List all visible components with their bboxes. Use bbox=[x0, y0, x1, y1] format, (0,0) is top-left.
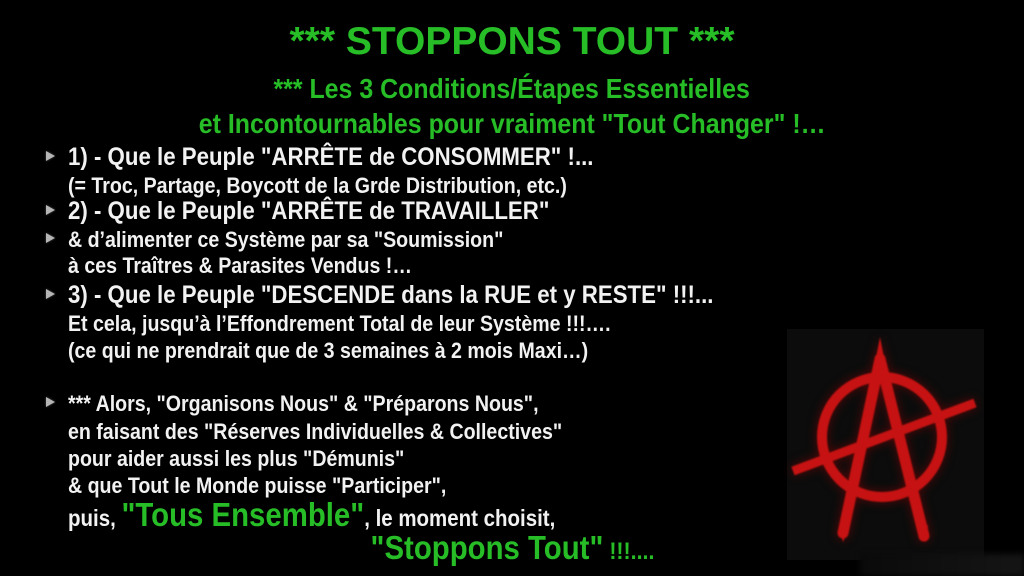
list-item bbox=[46, 197, 609, 226]
list-item bbox=[46, 281, 793, 310]
list-item-text: (ce qui ne prendrait que de 3 semaines à 2 mois Maxi…) bbox=[68, 338, 589, 363]
list-item-text: Et cela, jusqu’à l’Effondrement Total de leur Système !!!…. bbox=[68, 311, 611, 336]
list-item-text: pour aider aussi les plus "Démunis" bbox=[68, 446, 405, 471]
list-item-text: & que Tout le Monde puisse "Participer", bbox=[68, 473, 447, 498]
list-item bbox=[46, 446, 446, 472]
list-item bbox=[46, 419, 623, 445]
closing-prefix: puis, bbox=[68, 505, 122, 531]
list-item-text: en faisant des "Réserves Individuelles & Collectives" bbox=[68, 419, 563, 444]
page-title: *** STOPPONS TOUT *** bbox=[289, 20, 735, 63]
list-item bbox=[46, 173, 629, 199]
subtitle-line-2 bbox=[0, 109, 1024, 140]
closing-suffix: , le moment choisit, bbox=[364, 505, 556, 531]
list-item bbox=[46, 391, 597, 417]
final-slogan-text bbox=[370, 529, 654, 567]
list-item-text: *** Alors, "Organisons Nous" & "Préparons Nous", bbox=[68, 391, 539, 416]
background-shade bbox=[860, 554, 1024, 576]
closing-highlight: "Tous Ensemble" bbox=[121, 496, 365, 533]
final-highlight: "Stoppons Tout" bbox=[370, 529, 603, 566]
list-item bbox=[46, 253, 454, 279]
bullet-arrow-icon bbox=[46, 233, 55, 243]
subtitle-line-2-text: et Incontournables pour vraiment "Tout Changer" !… bbox=[198, 108, 826, 139]
list-item-text: 2) - Que le Peuple "ARRÊTE de TRAVAILLER" bbox=[68, 197, 550, 225]
final-suffix: !!!.... bbox=[602, 538, 654, 565]
list-item-text: & d’alimenter ce Système par sa "Soumission" bbox=[68, 227, 504, 252]
list-item-text: 1) - Que le Peuple "ARRÊTE de CONSOMMER" !... bbox=[68, 143, 594, 171]
list-item-text: à ces Traîtres & Parasites Vendus !… bbox=[68, 253, 412, 278]
anarchy-icon bbox=[787, 329, 984, 560]
list-item-text: 3) - Que le Peuple "DESCENDE dans la RUE et y RESTE" !!!... bbox=[68, 281, 714, 309]
bullet-arrow-icon bbox=[46, 151, 55, 161]
subtitle-line-1 bbox=[0, 74, 1024, 105]
list-item bbox=[46, 338, 652, 364]
bullet-arrow-icon bbox=[46, 205, 55, 215]
anarchy-symbol-image bbox=[787, 329, 984, 560]
list-item-text: (= Troc, Partage, Boycott de la Grde Distribution, etc.) bbox=[68, 173, 567, 198]
bullet-arrow-icon bbox=[46, 397, 55, 407]
bullet-arrow-icon bbox=[46, 289, 55, 299]
list-item bbox=[46, 227, 557, 253]
subtitle-line-1-text: *** Les 3 Conditions/Étapes Essentielles bbox=[273, 73, 751, 104]
list-item bbox=[46, 311, 678, 337]
list-item bbox=[46, 143, 658, 172]
